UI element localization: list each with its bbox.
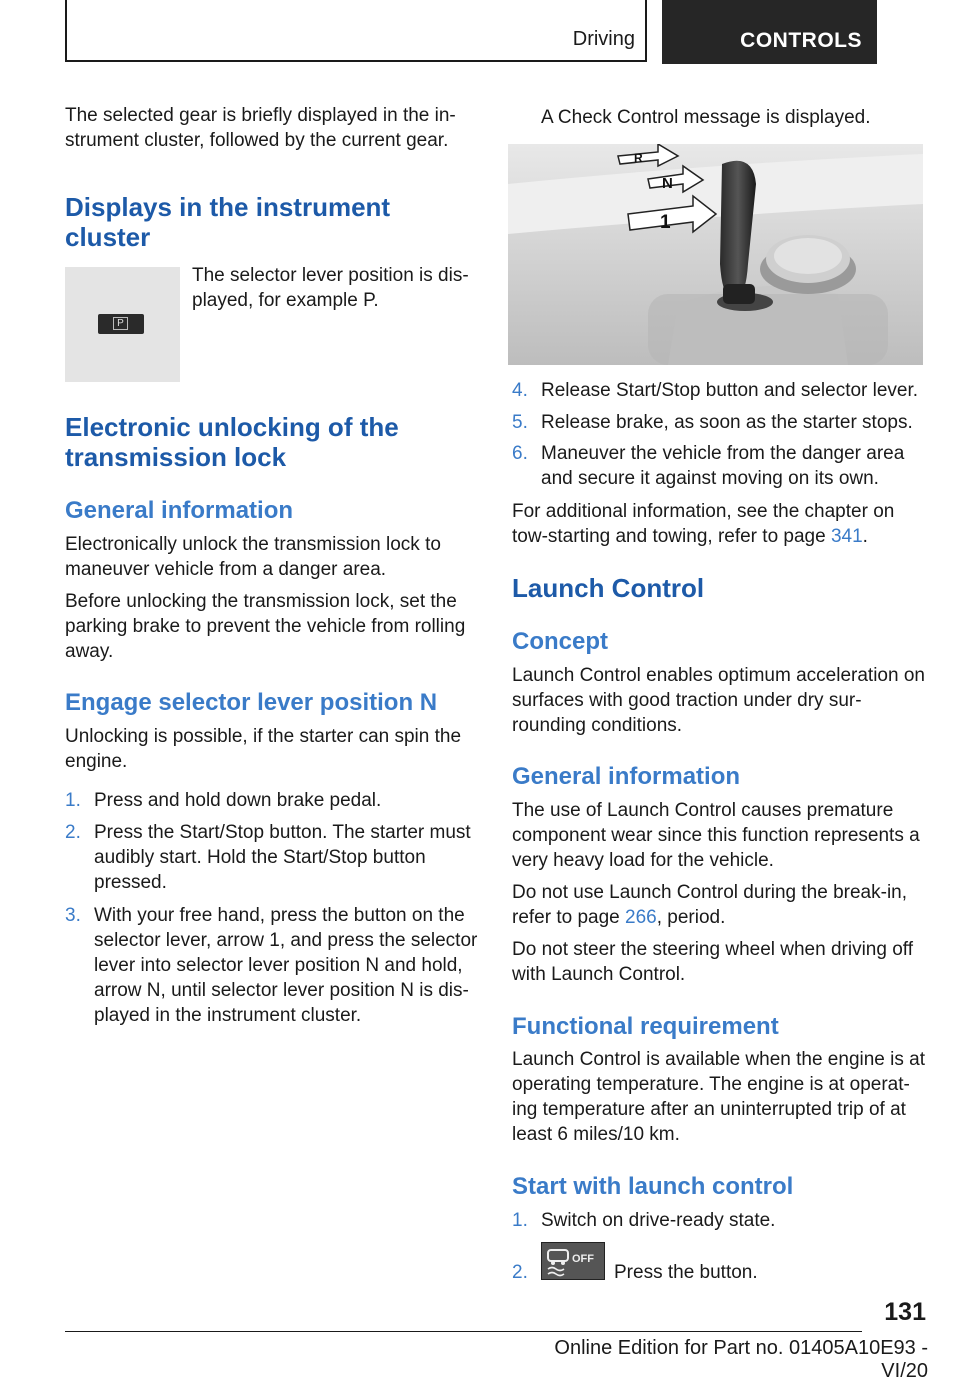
heading-launch-control: Launch Control — [512, 573, 705, 603]
step-number: 1. — [512, 1210, 528, 1231]
functional-paragraph: Launch Control is available when the engine is at operating temperature. The engine is at operat-ing temperature after an uninterrupted trip of at least 6 miles/10 km. — [512, 1049, 925, 1145]
step-text: Press and hold down brake pedal. — [94, 790, 382, 811]
step-text: Switch on drive-ready state. — [541, 1210, 776, 1231]
off-label: OFF — [572, 1253, 594, 1265]
tow-paragraph — [512, 499, 927, 549]
step-text: Press the button. — [614, 1262, 758, 1283]
heading-start-launch-control: Start with launch control — [512, 1173, 794, 1200]
page-header — [65, 0, 877, 64]
launch-general-paragraph-3: Do not steer the steering wheel when driving off with Launch Control. — [512, 939, 913, 985]
header-chapter-tab — [662, 0, 877, 64]
step-text: Release brake, as soon as the starter stops. — [541, 412, 913, 433]
step-number: 4. — [512, 380, 528, 401]
step-number: 2. — [512, 1262, 528, 1283]
photo-label-arrow-1: 1 — [660, 212, 671, 233]
step-text: Maneuver the vehicle from the danger area and secure it against moving on its own. — [541, 443, 905, 489]
dsc-off-button-icon — [541, 1242, 605, 1280]
heading-functional-requirement: Functional requirement — [512, 1013, 779, 1040]
photo-label-r: R — [634, 151, 643, 165]
step-text: Press the Start/Stop button. The starter must audibly start. Hold the Start/Stop button pressed. — [94, 822, 471, 893]
general-paragraph-1: Electronically unlock the transmission lock to maneuver vehicle from a danger area. — [65, 534, 441, 580]
heading-displays: Displays in the instrument cluster — [65, 192, 391, 252]
selector-lever-illustration — [508, 144, 923, 365]
concept-paragraph: Launch Control enables optimum acceleration on surfaces with good traction under dry sur-rounding conditions. — [512, 665, 925, 736]
footer-divider — [65, 1331, 862, 1332]
gear-display-icon — [98, 314, 144, 334]
edition-footer: Online Edition for Part no. 01405A10E93 - VI/20 — [554, 1337, 928, 1382]
launch-general-paragraph-2 — [512, 880, 927, 930]
step-number: 5. — [512, 412, 528, 433]
step-number: 2. — [65, 822, 81, 843]
heading-concept: Concept — [512, 628, 608, 655]
photo-label-n: N — [662, 175, 673, 192]
traction-control-icon — [542, 1243, 604, 1279]
break-in-text: Do not use Launch Control during the break-in, refer to page — [512, 882, 908, 928]
intro-paragraph: The selected gear is briefly displayed in the in-strument cluster, followed by the current gear. — [65, 105, 456, 151]
header-section-box — [65, 0, 647, 62]
header-section-title: Driving — [572, 28, 635, 50]
step-number: 6. — [512, 443, 528, 464]
step-text: With your free hand, press the button on the selector lever, arrow 1, and press the selector lever into selector lever position N and hold, arrow N, until selector lever position N is dis-played in the instrument cluster. — [94, 905, 478, 1026]
break-in-text-end: , period. — [656, 907, 726, 928]
page-link-341[interactable]: 341 — [830, 526, 863, 547]
heading-electronic-unlocking: Electronic unlocking of the transmission lock — [65, 412, 399, 472]
heading-engage-selector: Engage selector lever position N — [65, 689, 438, 716]
step-number: 3. — [65, 905, 81, 926]
instrument-display-image — [65, 267, 180, 382]
heading-general-information-launch: General information — [512, 763, 741, 790]
step-text: Release Start/Stop button and selector lever. — [541, 380, 919, 401]
gear-p-indicator: P — [113, 317, 128, 330]
tow-text-end: . — [862, 526, 868, 547]
heading-general-information: General information — [65, 497, 294, 524]
tow-text: For additional information, see the chapter on tow-starting and towing, refer to page — [512, 501, 895, 547]
selector-lever-photo — [508, 144, 923, 365]
header-chapter-title: CONTROLS — [740, 29, 862, 52]
step-number: 1. — [65, 790, 81, 811]
general-paragraph-2: Before unlocking the transmission lock, set the parking brake to prevent the vehicle from rolling away. — [65, 591, 466, 662]
launch-general-paragraph-1: The use of Launch Control causes premature component wear since this function represents a very heavy load for the vehicle. — [512, 800, 920, 871]
engage-paragraph: Unlocking is possible, if the starter can spin the engine. — [65, 726, 462, 772]
page-link-266[interactable]: 266 — [625, 907, 657, 928]
display-text: The selector lever position is dis-played, for example P. — [192, 265, 469, 311]
page-number: 131 — [884, 1298, 926, 1326]
check-control-message: A Check Control message is displayed. — [541, 107, 871, 128]
